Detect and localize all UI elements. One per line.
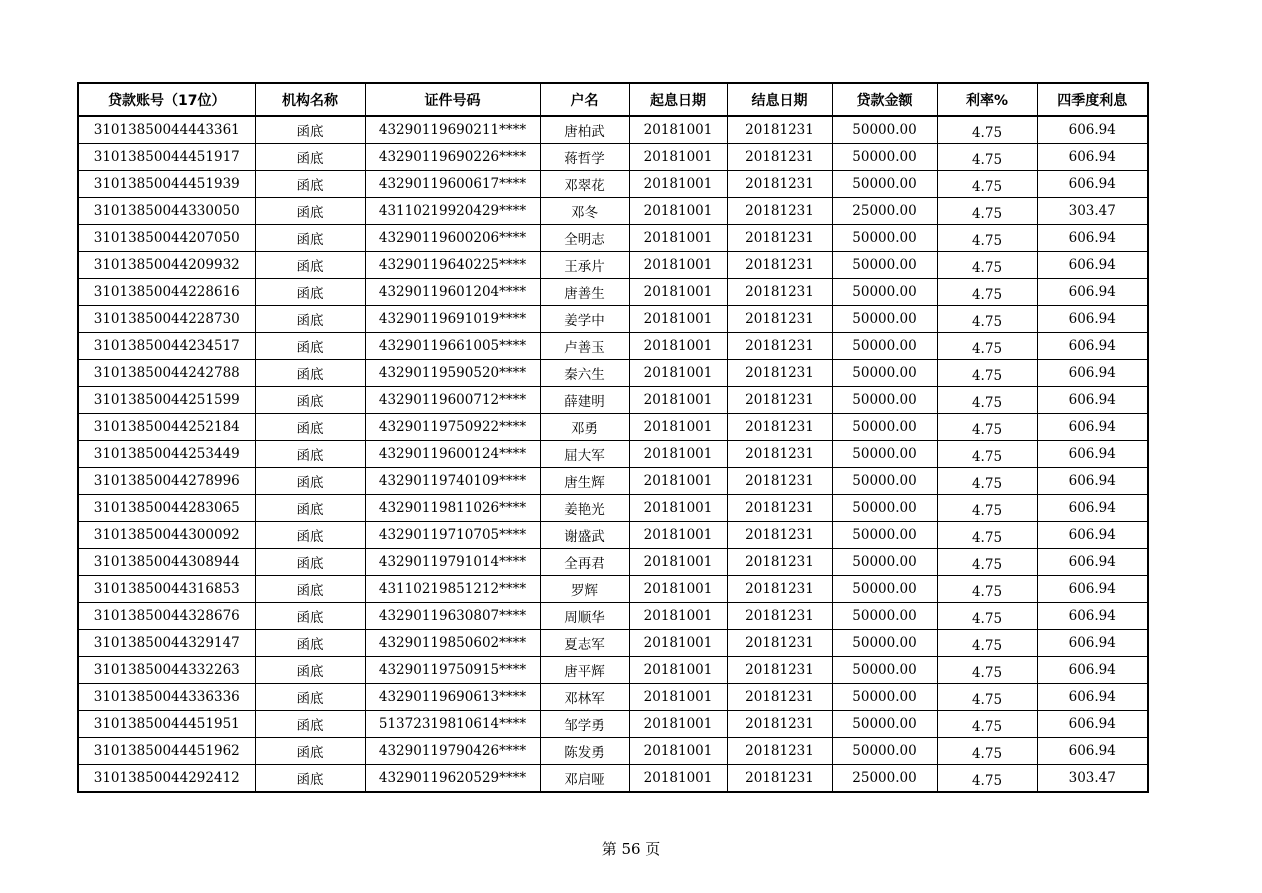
id-number-cell: 43290119690211****	[365, 116, 540, 144]
loan-amount-cell: 50000.00	[832, 252, 937, 279]
loan-amount-cell: 50000.00	[832, 684, 937, 711]
institution-cell: 函底	[255, 495, 365, 522]
rate-cell: 4.75	[937, 441, 1037, 468]
id-number-cell: 43110219920429****	[365, 198, 540, 225]
account-name-cell: 唐平辉	[540, 657, 629, 684]
loan-account-cell: 31013850044451951	[78, 711, 255, 738]
account-name-cell: 全再君	[540, 549, 629, 576]
loan-amount-cell: 50000.00	[832, 360, 937, 387]
institution-cell: 函底	[255, 198, 365, 225]
loan-amount-cell: 50000.00	[832, 441, 937, 468]
institution-cell: 函底	[255, 333, 365, 360]
end-date-cell: 20181231	[727, 441, 832, 468]
institution-cell: 函底	[255, 765, 365, 793]
loan-account-cell: 31013850044292412	[78, 765, 255, 793]
end-date-cell: 20181231	[727, 116, 832, 144]
start-date-cell: 20181001	[629, 360, 727, 387]
id-number-cell: 43290119600124****	[365, 441, 540, 468]
institution-cell: 函底	[255, 414, 365, 441]
loan-amount-cell: 50000.00	[832, 576, 937, 603]
end-date-cell: 20181231	[727, 387, 832, 414]
account-name-cell: 唐善生	[540, 279, 629, 306]
end-date-cell: 20181231	[727, 144, 832, 171]
id-number-cell: 43290119600617****	[365, 171, 540, 198]
loan-amount-cell: 50000.00	[832, 414, 937, 441]
account-name-cell: 邹学勇	[540, 711, 629, 738]
account-name-cell: 姜艳光	[540, 495, 629, 522]
header-id-number: 证件号码	[365, 83, 540, 116]
end-date-cell: 20181231	[727, 765, 832, 793]
table-row	[78, 522, 1148, 549]
end-date-cell: 20181231	[727, 738, 832, 765]
q4-interest-cell: 606.94	[1037, 414, 1148, 441]
loan-account-cell: 31013850044278996	[78, 468, 255, 495]
q4-interest-cell: 606.94	[1037, 116, 1148, 144]
header-loan-amount: 贷款金额	[832, 83, 937, 116]
loan-amount-cell: 50000.00	[832, 225, 937, 252]
loan-amount-cell: 25000.00	[832, 198, 937, 225]
q4-interest-cell: 606.94	[1037, 630, 1148, 657]
id-number-cell: 43290119590520****	[365, 360, 540, 387]
table-row	[78, 333, 1148, 360]
start-date-cell: 20181001	[629, 549, 727, 576]
id-number-cell: 43290119750922****	[365, 414, 540, 441]
q4-interest-cell: 606.94	[1037, 684, 1148, 711]
start-date-cell: 20181001	[629, 198, 727, 225]
q4-interest-cell: 606.94	[1037, 441, 1148, 468]
table-body	[78, 116, 1148, 792]
rate-cell: 4.75	[937, 549, 1037, 576]
loan-account-cell: 31013850044207050	[78, 225, 255, 252]
q4-interest-cell: 606.94	[1037, 549, 1148, 576]
id-number-cell: 43290119661005****	[365, 333, 540, 360]
id-number-cell: 51372319810614****	[365, 711, 540, 738]
loan-account-cell: 31013850044251599	[78, 387, 255, 414]
loan-amount-cell: 50000.00	[832, 522, 937, 549]
end-date-cell: 20181231	[727, 414, 832, 441]
loan-account-cell: 31013850044316853	[78, 576, 255, 603]
start-date-cell: 20181001	[629, 279, 727, 306]
q4-interest-cell: 303.47	[1037, 198, 1148, 225]
table-row	[78, 495, 1148, 522]
rate-cell: 4.75	[937, 116, 1037, 144]
q4-interest-cell: 606.94	[1037, 603, 1148, 630]
loan-account-cell: 31013850044242788	[78, 360, 255, 387]
loan-amount-cell: 50000.00	[832, 144, 937, 171]
start-date-cell: 20181001	[629, 711, 727, 738]
account-name-cell: 陈发勇	[540, 738, 629, 765]
q4-interest-cell: 606.94	[1037, 522, 1148, 549]
end-date-cell: 20181231	[727, 198, 832, 225]
q4-interest-cell: 606.94	[1037, 468, 1148, 495]
end-date-cell: 20181231	[727, 333, 832, 360]
end-date-cell: 20181231	[727, 603, 832, 630]
header-loan-account: 贷款账号（17位）	[78, 83, 255, 116]
id-number-cell: 43290119690613****	[365, 684, 540, 711]
table-header-row	[78, 83, 1148, 116]
rate-cell: 4.75	[937, 684, 1037, 711]
end-date-cell: 20181231	[727, 576, 832, 603]
start-date-cell: 20181001	[629, 495, 727, 522]
start-date-cell: 20181001	[629, 684, 727, 711]
start-date-cell: 20181001	[629, 116, 727, 144]
institution-cell: 函底	[255, 144, 365, 171]
loan-account-cell: 31013850044253449	[78, 441, 255, 468]
rate-cell: 4.75	[937, 495, 1037, 522]
start-date-cell: 20181001	[629, 387, 727, 414]
institution-cell: 函底	[255, 603, 365, 630]
q4-interest-cell: 606.94	[1037, 225, 1148, 252]
rate-cell: 4.75	[937, 279, 1037, 306]
institution-cell: 函底	[255, 738, 365, 765]
loan-amount-cell: 50000.00	[832, 711, 937, 738]
start-date-cell: 20181001	[629, 657, 727, 684]
table-row	[78, 306, 1148, 333]
loan-account-cell: 31013850044332263	[78, 657, 255, 684]
rate-cell: 4.75	[937, 414, 1037, 441]
account-name-cell: 秦六生	[540, 360, 629, 387]
institution-cell: 函底	[255, 360, 365, 387]
header-interest-rate: 利率%	[937, 83, 1037, 116]
loan-amount-cell: 25000.00	[832, 765, 937, 793]
id-number-cell: 43290119600206****	[365, 225, 540, 252]
table-row	[78, 360, 1148, 387]
account-name-cell: 邓冬	[540, 198, 629, 225]
account-name-cell: 蒋哲学	[540, 144, 629, 171]
end-date-cell: 20181231	[727, 684, 832, 711]
rate-cell: 4.75	[937, 630, 1037, 657]
q4-interest-cell: 606.94	[1037, 144, 1148, 171]
end-date-cell: 20181231	[727, 495, 832, 522]
loan-amount-cell: 50000.00	[832, 468, 937, 495]
institution-cell: 函底	[255, 279, 365, 306]
table-row	[78, 576, 1148, 603]
start-date-cell: 20181001	[629, 765, 727, 793]
loan-amount-cell: 50000.00	[832, 630, 937, 657]
end-date-cell: 20181231	[727, 630, 832, 657]
account-name-cell: 邓林军	[540, 684, 629, 711]
institution-cell: 函底	[255, 171, 365, 198]
id-number-cell: 43290119640225****	[365, 252, 540, 279]
account-name-cell: 姜学中	[540, 306, 629, 333]
page-number: 第 56 页	[601, 840, 661, 858]
table-row	[78, 684, 1148, 711]
table-row	[78, 171, 1148, 198]
rate-cell: 4.75	[937, 738, 1037, 765]
loan-account-cell: 31013850044330050	[78, 198, 255, 225]
account-name-cell: 邓翠花	[540, 171, 629, 198]
loan-amount-cell: 50000.00	[832, 333, 937, 360]
loan-amount-cell: 50000.00	[832, 495, 937, 522]
id-number-cell: 43290119740109****	[365, 468, 540, 495]
loan-account-cell: 31013850044308944	[78, 549, 255, 576]
loan-amount-cell: 50000.00	[832, 306, 937, 333]
loan-amount-cell: 50000.00	[832, 279, 937, 306]
id-number-cell: 43290119620529****	[365, 765, 540, 793]
loan-account-cell: 31013850044228730	[78, 306, 255, 333]
q4-interest-cell: 606.94	[1037, 306, 1148, 333]
end-date-cell: 20181231	[727, 468, 832, 495]
rate-cell: 4.75	[937, 387, 1037, 414]
account-name-cell: 薛建明	[540, 387, 629, 414]
id-number-cell: 43290119850602****	[365, 630, 540, 657]
rate-cell: 4.75	[937, 711, 1037, 738]
rate-cell: 4.75	[937, 657, 1037, 684]
account-name-cell: 罗辉	[540, 576, 629, 603]
account-name-cell: 卢善玉	[540, 333, 629, 360]
q4-interest-cell: 606.94	[1037, 711, 1148, 738]
rate-cell: 4.75	[937, 576, 1037, 603]
q4-interest-cell: 606.94	[1037, 738, 1148, 765]
rate-cell: 4.75	[937, 765, 1037, 793]
q4-interest-cell: 606.94	[1037, 387, 1148, 414]
start-date-cell: 20181001	[629, 468, 727, 495]
q4-interest-cell: 606.94	[1037, 171, 1148, 198]
id-number-cell: 43290119630807****	[365, 603, 540, 630]
q4-interest-cell: 606.94	[1037, 360, 1148, 387]
q4-interest-cell: 303.47	[1037, 765, 1148, 793]
account-name-cell: 夏志军	[540, 630, 629, 657]
loan-account-cell: 31013850044328676	[78, 603, 255, 630]
loan-amount-cell: 50000.00	[832, 549, 937, 576]
loan-amount-cell: 50000.00	[832, 171, 937, 198]
institution-cell: 函底	[255, 252, 365, 279]
start-date-cell: 20181001	[629, 738, 727, 765]
id-number-cell: 43290119791014****	[365, 549, 540, 576]
account-name-cell: 邓启哑	[540, 765, 629, 793]
start-date-cell: 20181001	[629, 333, 727, 360]
institution-cell: 函底	[255, 684, 365, 711]
table-row	[78, 116, 1148, 144]
account-name-cell: 全明志	[540, 225, 629, 252]
end-date-cell: 20181231	[727, 279, 832, 306]
end-date-cell: 20181231	[727, 252, 832, 279]
table-row	[78, 549, 1148, 576]
id-number-cell: 43110219851212****	[365, 576, 540, 603]
account-name-cell: 唐生辉	[540, 468, 629, 495]
table-row	[78, 765, 1148, 793]
table-row	[78, 387, 1148, 414]
q4-interest-cell: 606.94	[1037, 657, 1148, 684]
header-end-date: 结息日期	[727, 83, 832, 116]
table-row	[78, 144, 1148, 171]
table-row	[78, 738, 1148, 765]
table-row	[78, 468, 1148, 495]
loan-account-cell: 31013850044329147	[78, 630, 255, 657]
account-name-cell: 王承片	[540, 252, 629, 279]
account-name-cell: 唐柏武	[540, 116, 629, 144]
end-date-cell: 20181231	[727, 225, 832, 252]
rate-cell: 4.75	[937, 522, 1037, 549]
rate-cell: 4.75	[937, 171, 1037, 198]
table-row	[78, 711, 1148, 738]
end-date-cell: 20181231	[727, 522, 832, 549]
end-date-cell: 20181231	[727, 549, 832, 576]
loan-account-cell: 31013850044451917	[78, 144, 255, 171]
end-date-cell: 20181231	[727, 711, 832, 738]
table-row	[78, 414, 1148, 441]
institution-cell: 函底	[255, 549, 365, 576]
id-number-cell: 43290119600712****	[365, 387, 540, 414]
table-row	[78, 441, 1148, 468]
loan-account-cell: 31013850044451939	[78, 171, 255, 198]
loan-account-cell: 31013850044300092	[78, 522, 255, 549]
loan-account-cell: 31013850044451962	[78, 738, 255, 765]
q4-interest-cell: 606.94	[1037, 333, 1148, 360]
header-q4-interest: 四季度利息	[1037, 83, 1148, 116]
start-date-cell: 20181001	[629, 603, 727, 630]
q4-interest-cell: 606.94	[1037, 252, 1148, 279]
rate-cell: 4.75	[937, 333, 1037, 360]
q4-interest-cell: 606.94	[1037, 279, 1148, 306]
start-date-cell: 20181001	[629, 630, 727, 657]
loan-account-cell: 31013850044228616	[78, 279, 255, 306]
account-name-cell: 谢盛武	[540, 522, 629, 549]
rate-cell: 4.75	[937, 468, 1037, 495]
table-row	[78, 225, 1148, 252]
institution-cell: 函底	[255, 306, 365, 333]
rate-cell: 4.75	[937, 252, 1037, 279]
start-date-cell: 20181001	[629, 441, 727, 468]
q4-interest-cell: 606.94	[1037, 495, 1148, 522]
rate-cell: 4.75	[937, 360, 1037, 387]
rate-cell: 4.75	[937, 198, 1037, 225]
rate-cell: 4.75	[937, 144, 1037, 171]
id-number-cell: 43290119750915****	[365, 657, 540, 684]
start-date-cell: 20181001	[629, 171, 727, 198]
id-number-cell: 43290119790426****	[365, 738, 540, 765]
start-date-cell: 20181001	[629, 576, 727, 603]
id-number-cell: 43290119811026****	[365, 495, 540, 522]
id-number-cell: 43290119691019****	[365, 306, 540, 333]
institution-cell: 函底	[255, 441, 365, 468]
account-name-cell: 周顺华	[540, 603, 629, 630]
start-date-cell: 20181001	[629, 252, 727, 279]
rate-cell: 4.75	[937, 603, 1037, 630]
end-date-cell: 20181231	[727, 306, 832, 333]
institution-cell: 函底	[255, 711, 365, 738]
start-date-cell: 20181001	[629, 225, 727, 252]
account-name-cell: 屈大军	[540, 441, 629, 468]
end-date-cell: 20181231	[727, 360, 832, 387]
id-number-cell: 43290119690226****	[365, 144, 540, 171]
loan-account-cell: 31013850044283065	[78, 495, 255, 522]
table-row	[78, 630, 1148, 657]
institution-cell: 函底	[255, 116, 365, 144]
start-date-cell: 20181001	[629, 306, 727, 333]
institution-cell: 函底	[255, 630, 365, 657]
end-date-cell: 20181231	[727, 171, 832, 198]
header-account-name: 户名	[540, 83, 629, 116]
id-number-cell: 43290119710705****	[365, 522, 540, 549]
table-row	[78, 603, 1148, 630]
loan-amount-cell: 50000.00	[832, 603, 937, 630]
institution-cell: 函底	[255, 657, 365, 684]
loan-interest-table	[77, 82, 1149, 793]
start-date-cell: 20181001	[629, 144, 727, 171]
institution-cell: 函底	[255, 387, 365, 414]
loan-account-cell: 31013850044336336	[78, 684, 255, 711]
account-name-cell: 邓勇	[540, 414, 629, 441]
end-date-cell: 20181231	[727, 657, 832, 684]
q4-interest-cell: 606.94	[1037, 576, 1148, 603]
start-date-cell: 20181001	[629, 414, 727, 441]
table-row	[78, 252, 1148, 279]
table-row	[78, 198, 1148, 225]
loan-amount-cell: 50000.00	[832, 738, 937, 765]
loan-amount-cell: 50000.00	[832, 387, 937, 414]
loan-account-cell: 31013850044234517	[78, 333, 255, 360]
rate-cell: 4.75	[937, 306, 1037, 333]
institution-cell: 函底	[255, 225, 365, 252]
loan-account-cell: 31013850044209932	[78, 252, 255, 279]
loan-amount-cell: 50000.00	[832, 116, 937, 144]
institution-cell: 函底	[255, 468, 365, 495]
table-row	[78, 657, 1148, 684]
header-institution: 机构名称	[255, 83, 365, 116]
table-row	[78, 279, 1148, 306]
header-start-date: 起息日期	[629, 83, 727, 116]
loan-account-cell: 31013850044252184	[78, 414, 255, 441]
institution-cell: 函底	[255, 576, 365, 603]
loan-account-cell: 31013850044443361	[78, 116, 255, 144]
start-date-cell: 20181001	[629, 522, 727, 549]
institution-cell: 函底	[255, 522, 365, 549]
loan-amount-cell: 50000.00	[832, 657, 937, 684]
id-number-cell: 43290119601204****	[365, 279, 540, 306]
rate-cell: 4.75	[937, 225, 1037, 252]
